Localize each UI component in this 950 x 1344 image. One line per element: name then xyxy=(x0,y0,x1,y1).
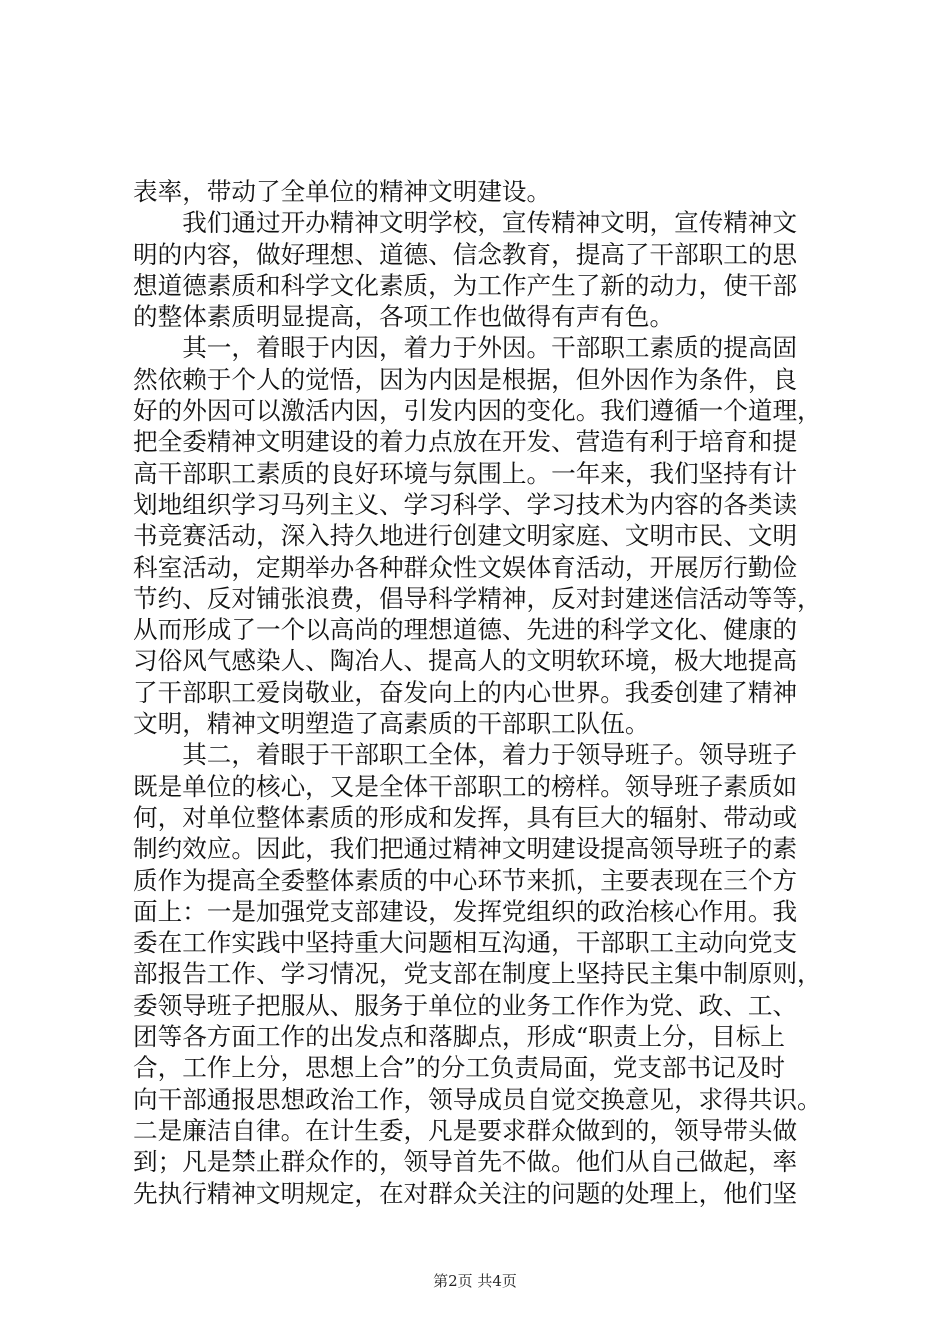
text-line: 质作为提高全委整体素质的中心环节来抓，主要表现在三个方 xyxy=(133,865,798,895)
text-line: 既是单位的核心，又是全体干部职工的榜样。领导班子素质如 xyxy=(133,771,798,801)
text-line: 何，对单位整体素质的形成和发挥，具有巨大的辐射、带动或 xyxy=(133,802,798,832)
text-line: 想道德素质和科学文化素质，为工作产生了新的动力，使干部 xyxy=(133,270,798,300)
text-line: 制约效应。因此，我们把通过精神文明建设提高领导班子的素 xyxy=(133,834,798,864)
text-line: 我们通过开办精神文明学校，宣传精神文明，宣传精神文 xyxy=(133,208,798,238)
text-line: 了干部职工爱岗敬业，奋发向上的内心世界。我委创建了精神 xyxy=(133,677,798,707)
text-line: 书竞赛活动，深入持久地进行创建文明家庭、文明市民、文明 xyxy=(133,521,798,551)
text-line: 文明，精神文明塑造了高素质的干部职工队伍。 xyxy=(133,709,650,739)
text-line: 然依赖于个人的觉悟，因为内因是根据，但外因作为条件，良 xyxy=(133,364,798,394)
text-line: 划地组织学习马列主义、学习科学、学习技术为内容的各类读 xyxy=(133,489,798,519)
text-line: 到；凡是禁止群众作的，领导首先不做。他们从自己做起，率 xyxy=(133,1147,798,1177)
text-line: 把全委精神文明建设的着力点放在开发、营造有利于培育和提 xyxy=(133,427,798,457)
text-line: 习俗风气感染人、陶冶人、提高人的文明软环境，极大地提高 xyxy=(133,646,798,676)
text-line: 二是廉洁自律。在计生委，凡是要求群众做到的，领导带头做 xyxy=(133,1115,798,1145)
text-line: 委在工作实践中坚持重大问题相互沟通，干部职工主动向党支 xyxy=(133,928,798,958)
text-line: 部报告工作、学习情况，党支部在制度上坚持民主集中制原则， xyxy=(133,959,822,989)
text-line: 从而形成了一个以高尚的理想道德、先进的科学文化、健康的 xyxy=(133,615,798,645)
text-line: 委领导班子把服从、服务于单位的业务工作作为党、政、工、 xyxy=(133,990,798,1020)
text-line: 好的外因可以激活内因，引发内因的变化。我们遵循一个道理， xyxy=(133,396,822,426)
text-line: 节约、反对铺张浪费，倡导科学精神，反对封建迷信活动等等， xyxy=(133,583,822,613)
text-line: 科室活动，定期举办各种群众性文娱体育活动，开展厉行勤俭 xyxy=(133,552,798,582)
text-line: 团等各方面工作的出发点和落脚点，形成“职责上分，目标上 xyxy=(133,1022,786,1052)
text-line: 明的内容，做好理想、道德、信念教育，提高了干部职工的思 xyxy=(133,239,798,269)
text-line: 高干部职工素质的良好环境与氛围上。一年来，我们坚持有计 xyxy=(133,458,798,488)
text-line: 合，工作上分，思想上合”的分工负责局面，党支部书记及时 xyxy=(133,1053,786,1083)
text-line: 面上：一是加强党支部建设，发挥党组织的政治核心作用。我 xyxy=(133,896,798,926)
document-body xyxy=(133,176,823,1209)
text-line: 表率，带动了全单位的精神文明建设。 xyxy=(133,177,552,206)
text-line: 其二，着眼于干部职工全体，着力于领导班子。领导班子 xyxy=(133,740,798,770)
text-line: 先执行精神文明规定，在对群众关注的问题的处理上，他们坚 xyxy=(133,1178,798,1208)
text-line: 的整体素质明显提高，各项工作也做得有声有色。 xyxy=(133,302,675,332)
page-number-footer: 第2页 共4页 xyxy=(433,1272,517,1290)
text-line: 其一，着眼于内因，着力于外因。干部职工素质的提高固 xyxy=(133,333,798,363)
text-line: 向干部通报思想政治工作，领导成员自觉交换意见，求得共识。 xyxy=(133,1084,822,1114)
